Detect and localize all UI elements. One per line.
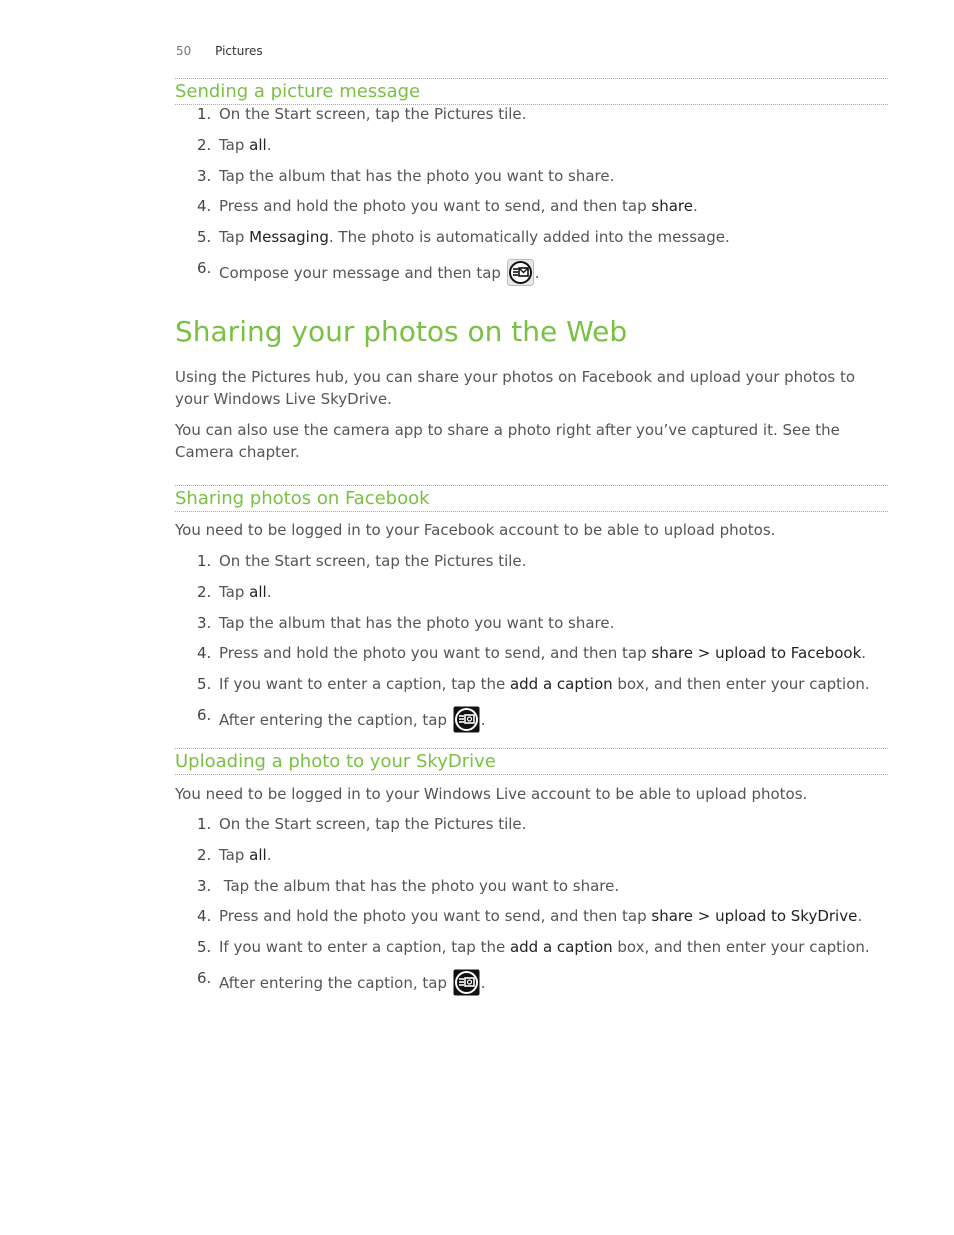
list-item: 6. After entering the caption, tap . bbox=[175, 969, 888, 1000]
list-item: 1. On the Start screen, tap the Pictures tile. bbox=[197, 552, 527, 570]
list-item: 1. On the Start screen, tap the Pictures tile. bbox=[197, 105, 527, 123]
list-item: 6. Compose your message and then tap . bbox=[175, 259, 888, 290]
list-item: 5. If you want to enter a caption, tap the add a caption box, and then enter your caption. bbox=[197, 938, 870, 957]
section-heading: Sharing photos on Facebook bbox=[175, 485, 888, 512]
section-heading: Sending a picture message bbox=[175, 78, 888, 105]
upload-icon bbox=[453, 969, 480, 996]
intro-paragraph-2: You can also use the camera app to share a photo right after you’ve captured it. See the Camera chapter. bbox=[175, 421, 840, 461]
running-header bbox=[176, 44, 263, 58]
page-number: 50 bbox=[176, 44, 192, 58]
page-title: Sharing your photos on the Web bbox=[175, 315, 628, 348]
step-list bbox=[175, 552, 888, 737]
list-item: 3. Tap the album that has the photo you want to share. bbox=[197, 166, 615, 185]
list-item: 3. Tap the album that has the photo you want to share. bbox=[197, 613, 615, 632]
list-item: 4. Press and hold the photo you want to send, and then tap share > upload to SkyDrive. bbox=[197, 907, 863, 926]
list-item: 3. Tap the album that has the photo you want to share. bbox=[197, 876, 620, 895]
send-message-icon bbox=[507, 259, 534, 286]
list-item: 6. After entering the caption, tap . bbox=[175, 706, 888, 737]
list-item: 5. If you want to enter a caption, tap the add a caption box, and then enter your caption. bbox=[197, 675, 870, 694]
section-facebook bbox=[175, 485, 888, 737]
intro-paragraph: Using the Pictures hub, you can share your photos on Facebook and upload your photos to your Windows Live SkyDrive. bbox=[175, 368, 856, 408]
step-list bbox=[175, 815, 888, 1000]
step-list bbox=[175, 105, 888, 290]
list-item: 4. Press and hold the photo you want to send, and then tap share > upload to Facebook. bbox=[197, 644, 867, 663]
list-item: 2. Tap all. bbox=[197, 135, 272, 154]
upload-icon bbox=[453, 706, 480, 733]
section-lead: You need to be logged in to your Windows Live account to be able to upload photos. bbox=[175, 785, 808, 803]
list-item: 2. Tap all. bbox=[197, 582, 272, 601]
section-lead: You need to be logged in to your Facebook account to be able to upload photos. bbox=[175, 521, 776, 539]
list-item: 4. Press and hold the photo you want to send, and then tap share. bbox=[197, 197, 698, 216]
section-sending-picture bbox=[175, 78, 888, 290]
list-item: 5. Tap Messaging. The photo is automatically added into the message. bbox=[197, 228, 730, 247]
chapter-name: Pictures bbox=[215, 44, 263, 58]
section-heading: Uploading a photo to your SkyDrive bbox=[175, 748, 888, 775]
section-skydrive bbox=[175, 748, 888, 1000]
list-item: 2. Tap all. bbox=[197, 845, 272, 864]
list-item: 1. On the Start screen, tap the Pictures tile. bbox=[197, 815, 527, 833]
